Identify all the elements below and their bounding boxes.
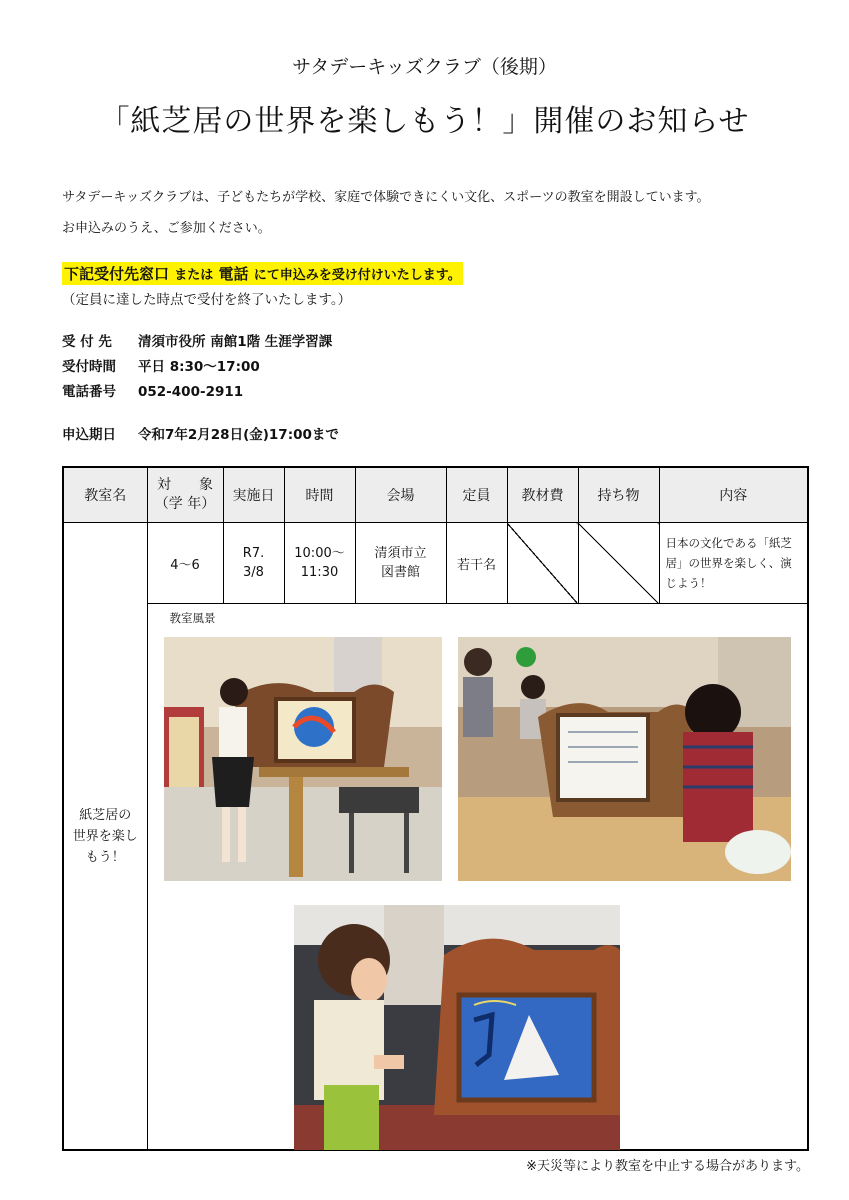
intro-line-1: サタデーキッズクラブは、子どもたちが学校、家庭で体験できにくい文化、スポーツの教室を開設しています。: [62, 190, 710, 205]
header-subtitle: サタデーキッズクラブ（後期）: [292, 56, 557, 78]
photo-label: 教室風景: [169, 611, 216, 625]
page-title: 「紙芝居の世界を楽しもう！」開催のお知らせ: [99, 104, 750, 139]
cell-material-fee-empty: [507, 523, 578, 604]
header-date: 実施日: [223, 467, 284, 523]
capacity-note: （定員に達した時点で受付を終了いたします。）: [62, 292, 352, 308]
deadline-value: 令和7年2月28日(金)17:00まで: [138, 427, 339, 443]
header-capacity: 定員: [446, 467, 507, 523]
table-row: [63, 523, 808, 604]
cell-date: R7. 3/8: [223, 523, 284, 604]
cell-time: 10:00〜 11:30: [284, 523, 355, 604]
info-value: 平日 8:30〜17:00: [138, 359, 260, 375]
photo-cell: [147, 604, 808, 1151]
class-table: [62, 466, 809, 1151]
info-label: 受 付 先: [62, 334, 112, 350]
cell-class-name: 紙芝居の 世界を楽し もう！: [63, 523, 147, 1151]
cell-venue: 清須市立 図書館: [355, 523, 446, 604]
cell-content: 日本の文化である「紙芝居」の世界を楽しく、演じよう！: [659, 523, 808, 604]
highlight-window: 下記受付先窓口: [64, 265, 170, 283]
highlight-accept: にて申込みを受け付けいたします。: [253, 268, 461, 283]
application-deadline: [62, 423, 339, 443]
header-time: 時間: [284, 467, 355, 523]
header-grade: 対 象 （学 年）: [147, 467, 223, 523]
info-reception: [62, 330, 332, 350]
info-value: 清須市役所 南館1階 生涯学習課: [138, 334, 333, 350]
header-material-fee: 教材費: [507, 467, 578, 523]
info-hours: [62, 355, 260, 375]
photo-2-image: [458, 637, 791, 881]
photo-1-image: [164, 637, 442, 881]
info-phone: [62, 380, 243, 400]
header-venue: 会場: [355, 467, 446, 523]
cell-grade: 4〜6: [147, 523, 223, 604]
highlight-or: または: [174, 268, 214, 283]
cell-capacity: 若干名: [446, 523, 507, 604]
photo-row: [63, 604, 808, 1151]
photo-3-image: [294, 905, 620, 1150]
classroom-photo-3: [294, 905, 620, 1150]
header-belongings: 持ち物: [578, 467, 659, 523]
footnote: ※天災等により教室を中止する場合があります。: [526, 1159, 809, 1174]
deadline-label: 申込期日: [62, 427, 116, 443]
info-value: 052-400-2911: [138, 384, 244, 400]
classroom-photo-1: [164, 637, 442, 881]
table-header-row: [63, 467, 808, 523]
header-class-name: 教室名: [63, 467, 147, 523]
info-label: 電話番号: [62, 384, 116, 400]
info-label: 受付時間: [62, 359, 116, 375]
classroom-photo-2: [458, 637, 791, 881]
cell-belongings-empty: [578, 523, 659, 604]
highlight-phone: 電話: [218, 265, 249, 283]
intro-line-2: お申込みのうえ、ご参加ください。: [62, 221, 271, 236]
application-highlight: [62, 262, 463, 285]
header-content: 内容: [659, 467, 808, 523]
